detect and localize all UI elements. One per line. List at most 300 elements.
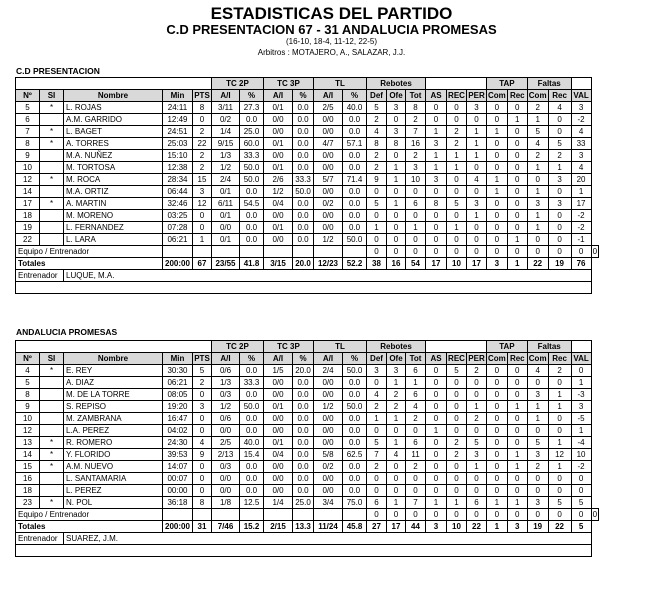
- total-cell: 11/24: [314, 521, 343, 533]
- column-header-pct: %: [343, 353, 367, 365]
- player-name: M.A. ORTIZ: [64, 186, 163, 198]
- total-cell: 200:00: [163, 258, 193, 270]
- stat-cell: 25.0: [293, 497, 314, 509]
- stat-cell: 6: [367, 497, 387, 509]
- stat-cell: 0: [367, 234, 387, 246]
- stat-cell: 0: [507, 210, 527, 222]
- total-cell: 10: [447, 521, 467, 533]
- player-name: Y. FLORIDO: [64, 449, 163, 461]
- stat-cell: 20.0: [293, 365, 314, 377]
- player-name: A.M. NUEVO: [64, 461, 163, 473]
- empty-cell: [240, 246, 264, 258]
- stat-cell: 0/1: [212, 234, 240, 246]
- stat-cell: *: [40, 365, 64, 377]
- stat-cell: 0.0: [293, 449, 314, 461]
- stat-cell: 0: [527, 234, 548, 246]
- stat-cell: 0: [527, 246, 548, 258]
- stat-cell: 0: [406, 473, 426, 485]
- stat-cell: 0.0: [293, 425, 314, 437]
- empty-cell: [293, 509, 314, 521]
- stat-cell: 1/2: [212, 162, 240, 174]
- stat-cell: 0: [571, 473, 591, 485]
- stat-cell: 0: [507, 413, 527, 425]
- column-header-si: SI: [40, 353, 64, 365]
- stat-cell: 1: [387, 413, 406, 425]
- stat-cell: 4: [16, 365, 40, 377]
- stat-cell: 0: [467, 114, 487, 126]
- stat-cell: 0: [487, 377, 508, 389]
- stat-cell: *: [40, 461, 64, 473]
- stat-cell: 0/1: [212, 210, 240, 222]
- stat-cell: 8: [16, 138, 40, 150]
- stat-cell: 3: [467, 102, 487, 114]
- empty-cell: [343, 246, 367, 258]
- stat-cell: 16: [16, 473, 40, 485]
- stat-cell: 0: [507, 389, 527, 401]
- stat-cell: 0: [426, 509, 447, 521]
- empty-cell: [343, 509, 367, 521]
- player-name: L. SANTAMARIA: [64, 473, 163, 485]
- stat-cell: 4: [467, 174, 487, 186]
- stat-cell: 0.0: [240, 114, 264, 126]
- stat-cell: 0.0: [293, 473, 314, 485]
- total-cell: 13.3: [293, 521, 314, 533]
- stat-cell: 0: [548, 509, 571, 521]
- stat-cell: 4: [527, 365, 548, 377]
- column-header-val: VAL: [571, 353, 591, 365]
- stat-cell: [40, 425, 64, 437]
- stat-cell: 2: [193, 162, 212, 174]
- stat-cell: -5: [571, 413, 591, 425]
- coach-row: [16, 270, 599, 282]
- stat-cell: 0: [467, 425, 487, 437]
- stat-cell: 0: [447, 473, 467, 485]
- stat-cell: 0: [507, 102, 527, 114]
- match-score: C.D PRESENTACION 67 - 31 ANDALUCIA PROMESAS: [166, 22, 497, 37]
- stat-cell: 3: [387, 365, 406, 377]
- column-header-row: [16, 90, 599, 102]
- stat-cell: 4/7: [314, 138, 343, 150]
- stat-cell: 0: [507, 437, 527, 449]
- stat-cell: 1: [487, 174, 508, 186]
- stat-cell: 1: [548, 437, 571, 449]
- stat-cell: 0/0: [314, 126, 343, 138]
- stat-cell: 0: [387, 425, 406, 437]
- stat-cell: 0: [592, 509, 598, 519]
- column-header-com: Com: [528, 90, 547, 100]
- stat-cell: 0.0: [343, 413, 367, 425]
- stat-cell: 0.0: [293, 485, 314, 497]
- stat-cell: 1: [548, 389, 571, 401]
- stat-cell: 2/6: [264, 174, 293, 186]
- stat-cell: 0: [387, 222, 406, 234]
- period-scores: (16-10, 18-4, 11-12, 22-5): [285, 37, 377, 46]
- stat-cell: 1: [548, 162, 571, 174]
- stat-cell: 1: [426, 162, 447, 174]
- stat-cell: 0: [387, 210, 406, 222]
- stat-cell: 0: [571, 246, 591, 258]
- stat-cell: 15:10: [163, 150, 193, 162]
- stat-cell: 3: [527, 389, 548, 401]
- stat-cell: 11: [406, 449, 426, 461]
- stat-cell: 2: [548, 365, 571, 377]
- stat-cell: 0: [426, 234, 447, 246]
- stat-cell: 1: [406, 377, 426, 389]
- stat-cell: 0/1: [264, 102, 293, 114]
- player-name: M. TORTOSA: [64, 162, 163, 174]
- stat-cell: 1/2: [264, 186, 293, 198]
- stat-cell: 0: [487, 162, 508, 174]
- stat-cell: 0/0: [264, 389, 293, 401]
- stat-cell: 07:28: [163, 222, 193, 234]
- group-tc2: TC 2P: [212, 341, 264, 353]
- stat-cell: 0.0: [293, 413, 314, 425]
- total-cell: 67: [193, 258, 212, 270]
- stat-cell: 50.0: [293, 186, 314, 198]
- stat-cell: 0: [507, 186, 527, 198]
- stat-cell: 0.0: [343, 162, 367, 174]
- empty-cell: [193, 509, 212, 521]
- column-header-ai: A/I: [314, 90, 343, 102]
- stat-cell: 0/1: [212, 186, 240, 198]
- stat-cell: 0/0: [264, 234, 293, 246]
- stat-cell: 0: [426, 365, 447, 377]
- stat-cell: 4: [571, 126, 591, 138]
- stat-cell: 1: [548, 401, 571, 413]
- stat-cell: 3: [571, 102, 591, 114]
- group-tc3: TC 3P: [264, 78, 314, 90]
- player-name: L. PEREZ: [64, 485, 163, 497]
- column-header-pct: %: [293, 353, 314, 365]
- stat-cell: 2: [467, 365, 487, 377]
- stat-cell: 1: [426, 150, 447, 162]
- stat-cell: 62.5: [343, 449, 367, 461]
- stat-cell: 71.4: [343, 174, 367, 186]
- stat-cell: 1/2: [314, 401, 343, 413]
- stat-cell: 2: [527, 461, 548, 473]
- column-header-num: Nº: [16, 90, 40, 102]
- total-cell: 17: [387, 521, 406, 533]
- stat-cell: 0: [548, 425, 571, 437]
- stat-cell: 0.0: [293, 114, 314, 126]
- stat-cell: 0/1: [264, 138, 293, 150]
- total-cell: 22: [467, 521, 487, 533]
- stat-cell: 1: [387, 497, 406, 509]
- stat-cell: 0/0: [314, 425, 343, 437]
- stat-cell: 40.0: [343, 102, 367, 114]
- stat-cell: 0: [592, 246, 598, 256]
- stat-cell: 7: [16, 126, 40, 138]
- player-row: [16, 198, 599, 210]
- total-cell: 38: [367, 258, 387, 270]
- column-header-com: Com: [488, 353, 506, 363]
- stat-cell: 0: [548, 186, 571, 198]
- stat-cell: 1: [548, 461, 571, 473]
- player-row: [16, 485, 599, 497]
- stat-cell: 12:49: [163, 114, 193, 126]
- stat-cell: 2: [447, 126, 467, 138]
- stat-cell: 0.0: [293, 234, 314, 246]
- stat-cell: 0: [426, 485, 447, 497]
- stat-cell: 0/0: [264, 425, 293, 437]
- stat-cell: 1/3: [212, 377, 240, 389]
- stat-cell: 2: [367, 114, 387, 126]
- stat-cell: 1: [527, 210, 548, 222]
- player-row: [16, 126, 599, 138]
- stat-cell: 12: [16, 425, 40, 437]
- stat-cell: 6: [406, 437, 426, 449]
- column-header-ai: A/I: [264, 90, 293, 102]
- total-cell: 41.8: [240, 258, 264, 270]
- total-cell: 19: [527, 521, 548, 533]
- stat-cell: [40, 186, 64, 198]
- home-stats-table: [15, 77, 599, 294]
- stat-cell: 3: [527, 449, 548, 461]
- column-header-pct: %: [240, 353, 264, 365]
- stat-cell: 0: [467, 222, 487, 234]
- column-header-def: Def: [367, 353, 387, 365]
- stat-cell: 0/0: [212, 425, 240, 437]
- stat-cell: 0.0: [293, 162, 314, 174]
- stat-cell: 0: [447, 413, 467, 425]
- stat-cell: 5: [16, 102, 40, 114]
- totals-row: [16, 521, 599, 533]
- stat-cell: 0: [487, 198, 508, 210]
- player-row: [16, 102, 599, 114]
- stat-cell: 0.0: [240, 425, 264, 437]
- stat-cell: [40, 401, 64, 413]
- stat-cell: 0: [527, 425, 548, 437]
- stat-cell: 2: [193, 150, 212, 162]
- stat-cell: 0: [548, 246, 571, 258]
- stat-cell: 0.0: [240, 413, 264, 425]
- column-header-rec2: Rec: [548, 353, 571, 365]
- stat-cell: 6: [406, 389, 426, 401]
- stat-cell: 1: [467, 126, 487, 138]
- column-header-per: PER: [468, 90, 485, 100]
- page-title: ESTADISTICAS DEL PARTIDO: [210, 4, 453, 23]
- stat-cell: 33.3: [240, 150, 264, 162]
- stat-cell: 0.0: [240, 461, 264, 473]
- stat-cell: 0/6: [212, 365, 240, 377]
- stat-cell: 0.0: [343, 114, 367, 126]
- stat-cell: 0: [487, 102, 508, 114]
- stat-cell: 0.0: [293, 401, 314, 413]
- stat-cell: 0/0: [264, 114, 293, 126]
- stat-cell: 06:21: [163, 377, 193, 389]
- stat-cell: 1/3: [212, 150, 240, 162]
- stat-cell: 0: [507, 222, 527, 234]
- column-header-ai: A/I: [314, 353, 343, 365]
- stat-cell: 10: [16, 413, 40, 425]
- stat-cell: 0: [487, 222, 508, 234]
- total-cell: 54: [406, 258, 426, 270]
- stat-cell: 0: [426, 114, 447, 126]
- coach-label: Entrenador: [16, 533, 64, 545]
- stat-cell: 1/5: [264, 365, 293, 377]
- stat-cell: 0: [507, 162, 527, 174]
- stat-cell: 14: [16, 449, 40, 461]
- stat-cell: 0: [387, 246, 406, 258]
- stat-cell: 2: [367, 461, 387, 473]
- stat-cell: 0: [447, 210, 467, 222]
- stat-cell: 06:44: [163, 186, 193, 198]
- stat-cell: 1: [571, 377, 591, 389]
- stat-cell: 1/4: [212, 126, 240, 138]
- column-header-ai: A/I: [212, 90, 240, 102]
- column-header-ai: A/I: [212, 353, 240, 365]
- stat-cell: 0: [527, 473, 548, 485]
- stat-cell: 0: [193, 114, 212, 126]
- stat-cell: 2: [527, 102, 548, 114]
- stat-cell: 5: [447, 365, 467, 377]
- stat-cell: 1: [387, 198, 406, 210]
- stat-cell: *: [40, 174, 64, 186]
- spacer: [426, 341, 487, 353]
- stat-cell: 0/2: [212, 114, 240, 126]
- stat-cell: 15: [193, 174, 212, 186]
- player-row: [16, 473, 599, 485]
- stat-cell: 3: [467, 198, 487, 210]
- player-name: L. ROJAS: [64, 102, 163, 114]
- stat-cell: 24:51: [163, 126, 193, 138]
- stat-cell: 0: [387, 473, 406, 485]
- column-header-rec2: Rec: [507, 353, 527, 365]
- stat-cell: 75.0: [343, 497, 367, 509]
- total-cell: 17: [467, 258, 487, 270]
- stat-cell: 6: [406, 365, 426, 377]
- column-header-row: [16, 353, 599, 365]
- stat-cell: *: [40, 437, 64, 449]
- stat-cell: 0/0: [264, 377, 293, 389]
- stat-cell: 0: [467, 509, 487, 521]
- column-header-ai: A/I: [264, 353, 293, 365]
- group-tc3: TC 3P: [264, 341, 314, 353]
- stat-cell: 4: [193, 437, 212, 449]
- total-cell: 10: [447, 258, 467, 270]
- stat-cell: 0/0: [264, 473, 293, 485]
- stat-cell: 0: [548, 126, 571, 138]
- stat-cell: 8: [16, 389, 40, 401]
- stat-cell: 0/0: [314, 210, 343, 222]
- stat-cell: 0: [487, 401, 508, 413]
- stat-cell: 0: [527, 377, 548, 389]
- stat-cell: 1/2: [212, 401, 240, 413]
- totals-row: [16, 258, 599, 270]
- player-name: E. REY: [64, 365, 163, 377]
- total-cell: 27: [367, 521, 387, 533]
- stat-cell: 0.0: [293, 461, 314, 473]
- stat-cell: 1: [527, 114, 548, 126]
- stat-cell: 24:30: [163, 437, 193, 449]
- stat-cell: 0: [548, 234, 571, 246]
- stat-cell: 54.5: [240, 198, 264, 210]
- stat-cell: 0: [487, 485, 508, 497]
- stat-cell: 1: [447, 162, 467, 174]
- stat-cell: 22: [193, 138, 212, 150]
- stat-cell: 0.0: [343, 437, 367, 449]
- stat-cell: 8: [406, 102, 426, 114]
- stat-cell: 1: [447, 222, 467, 234]
- stat-cell: *: [40, 102, 64, 114]
- stat-cell: 25.0: [240, 126, 264, 138]
- stat-cell: 1: [426, 126, 447, 138]
- stat-cell: 0: [447, 114, 467, 126]
- empty-cell: [212, 246, 240, 258]
- stat-cell: 14:07: [163, 461, 193, 473]
- total-cell: 3/15: [264, 258, 293, 270]
- stat-cell: 0: [487, 437, 508, 449]
- stat-cell: [40, 114, 64, 126]
- stat-cell: 0: [426, 437, 447, 449]
- stat-cell: [40, 234, 64, 246]
- stat-cell: 0/0: [314, 389, 343, 401]
- stat-cell: 0: [467, 377, 487, 389]
- stat-cell: 12: [548, 449, 571, 461]
- stat-cell: 0: [548, 222, 571, 234]
- stat-cell: 5: [527, 126, 548, 138]
- total-cell: 5: [571, 521, 591, 533]
- stat-cell: 5: [571, 497, 591, 509]
- coach-name: LUQUE, M.A.: [64, 270, 592, 282]
- player-row: [16, 138, 599, 150]
- stat-cell: 0: [507, 126, 527, 138]
- stat-cell: 9: [16, 150, 40, 162]
- player-row: [16, 461, 599, 473]
- stat-cell: 0: [426, 246, 447, 258]
- stat-cell: 1: [527, 401, 548, 413]
- stat-cell: 0: [387, 509, 406, 521]
- stat-cell: 10: [406, 174, 426, 186]
- stat-cell: 0: [467, 234, 487, 246]
- stat-cell: 57.1: [343, 138, 367, 150]
- stat-cell: 0/0: [314, 186, 343, 198]
- stat-cell: 0/0: [212, 222, 240, 234]
- group-header-row: [16, 78, 599, 90]
- column-header-rec2: Rec: [507, 90, 527, 102]
- player-row: [16, 186, 599, 198]
- column-header-def: Def: [367, 90, 387, 102]
- stat-cell: 0: [467, 473, 487, 485]
- stat-cell: 1: [507, 401, 527, 413]
- stat-cell: 14: [16, 186, 40, 198]
- stat-cell: 1: [367, 413, 387, 425]
- stat-cell: 9: [367, 174, 387, 186]
- column-header-rec: REC: [448, 353, 465, 363]
- stat-cell: 0: [367, 509, 387, 521]
- stat-cell: 2/4: [212, 174, 240, 186]
- group-rebotes: Rebotes: [367, 78, 426, 90]
- stat-cell: *: [40, 497, 64, 509]
- team-name-home: C.D PRESENTACION: [16, 66, 100, 76]
- stat-cell: 2: [367, 401, 387, 413]
- stat-cell: 0.0: [343, 150, 367, 162]
- spacer: [571, 78, 591, 90]
- stat-cell: 1: [387, 162, 406, 174]
- stat-cell: 2: [193, 126, 212, 138]
- player-name: A.M. GARRIDO: [64, 114, 163, 126]
- stat-cell: 33.3: [240, 377, 264, 389]
- stat-cell: 0: [487, 509, 508, 521]
- player-row: [16, 425, 599, 437]
- stat-cell: 0: [548, 210, 571, 222]
- stat-cell: 8: [387, 138, 406, 150]
- stat-cell: 0: [548, 473, 571, 485]
- stat-cell: 0: [527, 509, 548, 521]
- stat-cell: 4: [527, 138, 548, 150]
- stat-cell: 1: [527, 222, 548, 234]
- stat-cell: 0: [467, 485, 487, 497]
